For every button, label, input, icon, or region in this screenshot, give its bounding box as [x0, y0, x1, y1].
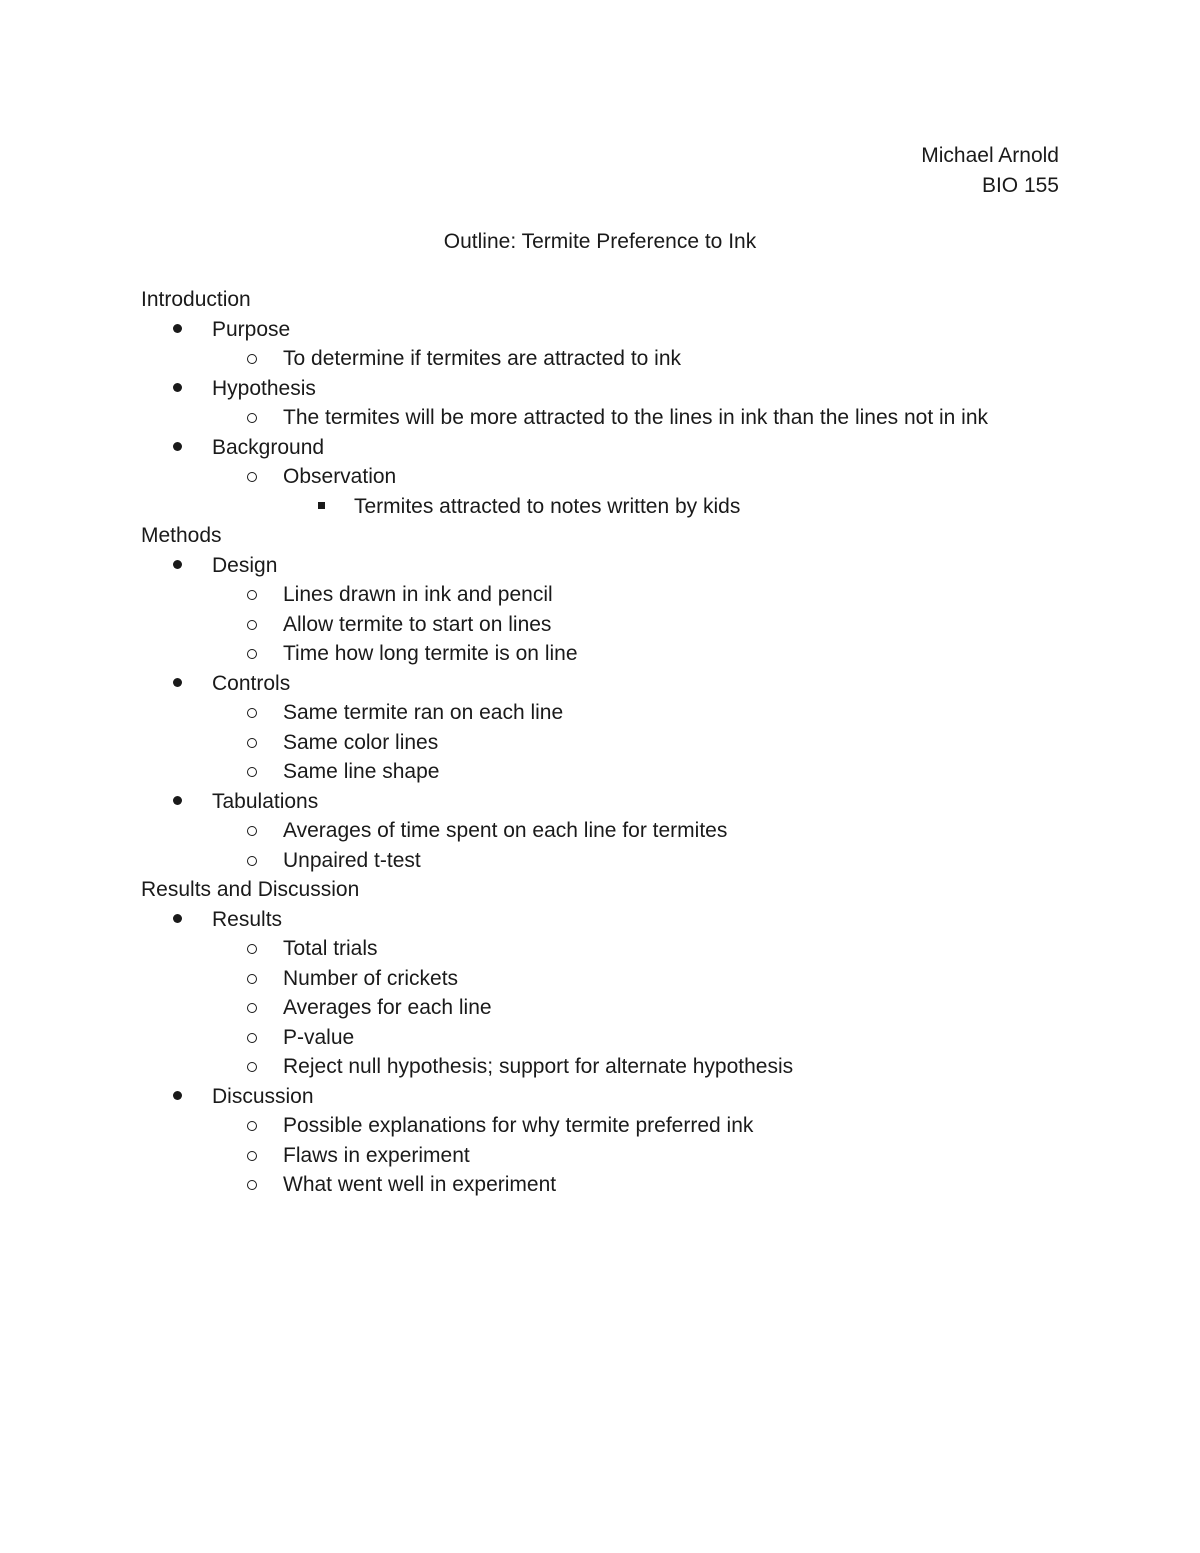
bullet-circle-icon: [247, 462, 257, 492]
bullet-circle-icon: [247, 344, 257, 374]
outline-item-text: Controls: [212, 671, 291, 695]
outline-item: [141, 1111, 1071, 1141]
outline-item-text: Hypothesis: [212, 376, 316, 400]
outline-item-text: Results and Discussion: [141, 878, 360, 901]
outline-item: [141, 1082, 1071, 1112]
outline-item-text: Time how long termite is on line: [283, 642, 578, 665]
bullet-dot-icon: [173, 433, 182, 463]
bullet-dot-icon: [173, 905, 182, 935]
outline-item-text: Averages of time spent on each line for termites: [283, 819, 728, 842]
document-title: Outline: Termite Preference to Ink: [443, 230, 757, 253]
course-code: BIO 155: [981, 174, 1059, 197]
outline-item-text: Lines drawn in ink and pencil: [283, 583, 553, 606]
bullet-circle-icon: [247, 846, 257, 876]
outline-item-text: Allow termite to start on lines: [283, 612, 552, 636]
outline-item: [141, 344, 1071, 374]
outline-item: [141, 403, 1071, 433]
bullet-square-icon: [318, 492, 325, 522]
outline-item: [141, 580, 1071, 610]
outline-item-text: The termites will be more attracted to the lines in ink than the lines not in ink: [283, 406, 989, 429]
bullet-circle-icon: [247, 1170, 257, 1200]
outline-item-text: P-value: [283, 1025, 355, 1049]
outline-item: [141, 610, 1071, 640]
outline-item: [141, 816, 1071, 846]
outline-item: [141, 757, 1071, 787]
outline-item: [141, 698, 1071, 728]
outline-item-text: Flaws in experiment: [283, 1143, 470, 1167]
outline-item-text: Design: [212, 553, 278, 577]
outline-item: [141, 964, 1071, 994]
outline-item-text: Averages for each line: [283, 996, 492, 1019]
bullet-dot-icon: [173, 669, 182, 699]
outline-item: [141, 492, 1071, 522]
outline-item: [141, 905, 1071, 935]
bullet-circle-icon: [247, 964, 257, 994]
outline-item: [141, 374, 1071, 404]
bullet-circle-icon: [247, 728, 257, 758]
outline-item-text: Total trials: [283, 937, 378, 960]
bullet-circle-icon: [247, 580, 257, 610]
outline-item: [141, 1052, 1071, 1082]
bullet-dot-icon: [173, 787, 182, 817]
outline-item: [141, 462, 1071, 492]
outline-item: [141, 1141, 1071, 1171]
bullet-circle-icon: [247, 698, 257, 728]
bullet-circle-icon: [247, 610, 257, 640]
outline-item-text: Same color lines: [283, 730, 439, 754]
outline-section-heading: [141, 285, 1071, 315]
outline-item: [141, 728, 1071, 758]
bullet-circle-icon: [247, 1111, 257, 1141]
outline-item-text: Unpaired t-test: [283, 848, 421, 872]
outline-item-text: Purpose: [212, 317, 291, 341]
outline-item: [141, 315, 1071, 345]
outline-item: [141, 1170, 1071, 1200]
bullet-circle-icon: [247, 934, 257, 964]
bullet-dot-icon: [173, 551, 182, 581]
outline-item: [141, 551, 1071, 581]
outline-list: [141, 285, 1071, 1200]
outline-item-text: What went well in experiment: [283, 1173, 557, 1196]
outline-item-text: Methods: [141, 524, 222, 547]
outline-item-text: Same termite ran on each line: [283, 701, 564, 724]
outline-item-text: Reject null hypothesis; support for alternate hypothesis: [283, 1055, 794, 1078]
bullet-dot-icon: [173, 315, 182, 345]
outline-item-text: Observation: [283, 465, 397, 488]
outline-item: [141, 787, 1071, 817]
outline-item: [141, 993, 1071, 1023]
author-name: Michael Arnold: [921, 144, 1059, 167]
outline-item-text: Possible explanations for why termite preferred ink: [283, 1114, 754, 1137]
outline-section-heading: [141, 521, 1071, 551]
bullet-circle-icon: [247, 1023, 257, 1053]
bullet-circle-icon: [247, 816, 257, 846]
bullet-dot-icon: [173, 374, 182, 404]
outline-item: [141, 669, 1071, 699]
outline-item: [141, 433, 1071, 463]
outline-item-text: Number of crickets: [283, 966, 459, 990]
bullet-circle-icon: [247, 639, 257, 669]
bullet-dot-icon: [173, 1082, 182, 1112]
outline-item-text: Results: [212, 907, 283, 931]
bullet-circle-icon: [247, 1052, 257, 1082]
outline-item-text: Termites attracted to notes written by kids: [354, 494, 741, 518]
outline-item-text: To determine if termites are attracted to ink: [283, 347, 682, 370]
author-header: [921, 141, 1059, 201]
outline-item-text: Tabulations: [212, 789, 319, 813]
bullet-circle-icon: [247, 403, 257, 433]
bullet-circle-icon: [247, 757, 257, 787]
outline-item-text: Same line shape: [283, 760, 440, 783]
outline-item: [141, 639, 1071, 669]
outline-item: [141, 846, 1071, 876]
outline-item-text: Introduction: [141, 288, 251, 311]
outline-item-text: Background: [212, 435, 325, 459]
bullet-circle-icon: [247, 993, 257, 1023]
outline-item: [141, 934, 1071, 964]
outline-item-text: Discussion: [212, 1084, 314, 1108]
bullet-circle-icon: [247, 1141, 257, 1171]
outline-item: [141, 1023, 1071, 1053]
outline-section-heading: [141, 875, 1071, 905]
